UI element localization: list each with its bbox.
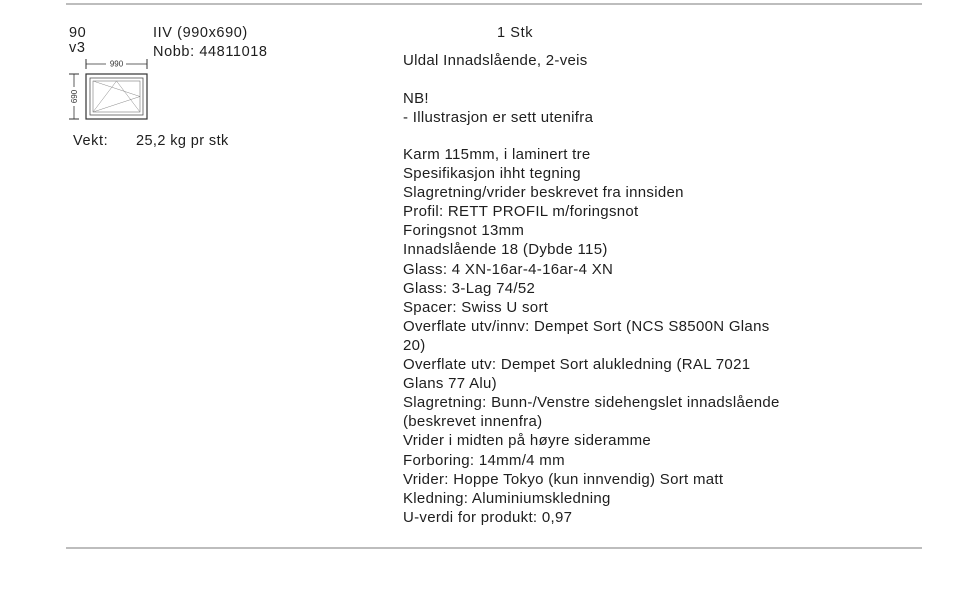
spec-line: Vrider i midten på høyre sideramme xyxy=(403,432,652,450)
quantity: 1 Stk xyxy=(497,25,534,41)
product-name: Uldal Innadslående, 2-veis xyxy=(403,52,588,69)
spec-line: Slagretning/vrider beskrevet fra innsiden xyxy=(403,184,684,202)
weight-value: 25,2 kg pr stk xyxy=(136,133,229,149)
spec-line: Spesifikasjon ihht tegning xyxy=(403,165,581,183)
note-line: NB! xyxy=(403,90,429,107)
spec-line: U-verdi for produkt: 0,97 xyxy=(403,508,573,526)
note-line: - Illustrasjon er sett utenifra xyxy=(403,109,594,127)
spec-line: Spacer: Swiss U sort xyxy=(403,298,549,316)
spec-list xyxy=(403,145,780,527)
window-drawing xyxy=(66,56,156,128)
top-divider xyxy=(66,3,922,5)
spec-line: 20) xyxy=(403,336,426,354)
spec-line: Forboring: 14mm/4 mm xyxy=(403,451,565,469)
notes xyxy=(403,89,593,127)
spec-line: Innadslående 18 (Dybde 115) xyxy=(403,241,608,259)
spec-line: Kledning: Aluminiumskledning xyxy=(403,489,611,507)
spec-line: Karm 115mm, i laminert tre xyxy=(403,146,591,163)
spec-line: Overflate utv: Dempet Sort alukledning (RAL 7021 xyxy=(403,356,751,374)
spec-line: Glass: 4 XN-16ar-4-16ar-4 XN xyxy=(403,260,614,278)
weight-label: Vekt: xyxy=(73,133,109,149)
bottom-divider xyxy=(66,547,922,549)
version-label: v3 xyxy=(69,40,86,56)
window-type: IIV (990x690) xyxy=(153,25,248,41)
position-number: 90 xyxy=(69,25,87,41)
spec-line: Slagretning: Bunn-/Venstre sidehengslet innadslående xyxy=(403,394,780,412)
spec-line: Profil: RETT PROFIL m/foringsnot xyxy=(403,203,639,221)
spec-line: (beskrevet innenfra) xyxy=(403,413,543,431)
spec-line: Vrider: Hoppe Tokyo (kun innvendig) Sort matt xyxy=(403,470,724,488)
nobb-number: Nobb: 44811018 xyxy=(153,44,268,60)
height-dimension-label: 690 xyxy=(70,89,79,104)
spec-line: Foringsnot 13mm xyxy=(403,222,525,240)
spec-line: Overflate utv/innv: Dempet Sort (NCS S8500N Glans xyxy=(403,317,770,335)
width-dimension-label: 990 xyxy=(109,59,124,69)
spec-line: Glans 77 Alu) xyxy=(403,375,497,393)
spec-line: Glass: 3-Lag 74/52 xyxy=(403,279,536,297)
